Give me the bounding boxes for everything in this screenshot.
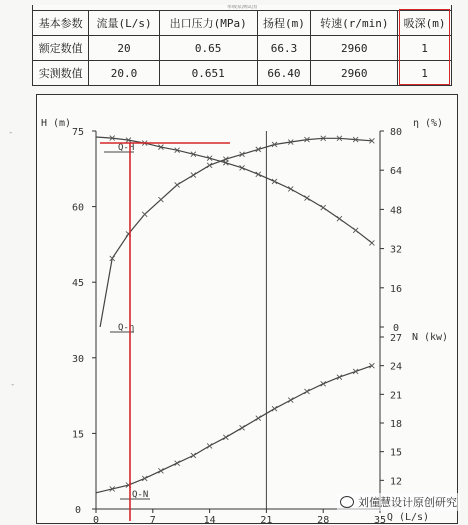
data-point [337, 375, 342, 380]
watermark [337, 493, 460, 511]
power-tick-label: 21 [389, 390, 403, 402]
cell-flow: 20 [89, 36, 159, 61]
header-head: 扬程(m) [257, 11, 311, 36]
x-tick-label: 0 [92, 515, 100, 525]
cell-pressure: 0.651 [159, 61, 257, 86]
data-point [142, 476, 147, 481]
scan-mark: - [8, 128, 14, 138]
cell-pressure: 0.65 [159, 36, 257, 61]
left-tick-label: 75 [71, 127, 85, 138]
data-point [158, 197, 163, 202]
x-tick-label: 35 [373, 515, 387, 525]
curve-q-eta [100, 138, 372, 327]
header-flow: 流量(L/s) [89, 11, 159, 36]
data-point [369, 363, 374, 368]
data-point [304, 389, 309, 394]
eta-tick-label: 16 [389, 283, 403, 295]
data-point [207, 163, 212, 168]
cell-head: 66.40 [257, 61, 311, 86]
power-tick-label: 27 [389, 333, 403, 344]
data-point [288, 186, 293, 191]
left-tick-label: 60 [71, 202, 85, 214]
power-axis-label: N (kw) [411, 332, 449, 343]
power-tick-label: 18 [389, 419, 403, 430]
annotation-q-h: Q-H [118, 143, 135, 153]
eta-tick-label: 80 [389, 127, 403, 138]
data-point [353, 228, 358, 233]
wechat-icon [340, 496, 354, 508]
data-point [191, 453, 196, 458]
x-tick-label: 21 [260, 515, 273, 525]
curve-q-n [96, 366, 372, 493]
table-top-label: 单级泵测试图 [33, 5, 452, 11]
data-point [321, 381, 326, 386]
data-point [142, 212, 147, 217]
x-tick-label: 28 [317, 515, 330, 525]
data-point [256, 172, 261, 177]
data-point [321, 205, 326, 210]
left-tick-label: 0 [74, 505, 82, 516]
row-label: 实测数值 [33, 61, 89, 86]
cell-speed: 2960 [311, 61, 398, 86]
eta-tick-label: 64 [389, 166, 403, 178]
data-point [175, 182, 180, 187]
watermark-text: 刘僮慧设计原创研究 [358, 496, 457, 509]
data-point [288, 398, 293, 403]
curve-q-h [96, 137, 372, 243]
x-tick-label: 7 [149, 515, 156, 525]
data-point [337, 216, 342, 221]
power-tick-label: 15 [389, 447, 403, 459]
data-point [272, 179, 277, 184]
data-point [223, 435, 228, 440]
eta-tick-label: 48 [389, 205, 403, 217]
data-point [304, 196, 309, 201]
cell-suction: 1 [398, 36, 452, 61]
data-point [256, 416, 261, 421]
row-label: 额定数值 [33, 36, 89, 61]
cell-suction: 1 [398, 61, 452, 86]
data-point [191, 173, 196, 178]
left-tick-label: 45 [71, 278, 85, 290]
data-point [175, 461, 180, 466]
eta-axis-label: η (%) [412, 118, 444, 129]
data-point [369, 240, 374, 245]
eta-tick-label: 0 [392, 323, 400, 334]
x-tick-label: 14 [203, 515, 216, 525]
left-tick-label: 15 [71, 429, 85, 441]
power-tick-label: 12 [389, 476, 403, 488]
x-axis-label: Q (L/s) [386, 512, 430, 523]
left-tick-label: 30 [71, 353, 85, 365]
annotation-q-n: Q-N [132, 490, 149, 500]
data-point [240, 425, 245, 430]
header-speed: 转速(r/min) [311, 11, 398, 36]
header-suction: 吸深(m) [398, 11, 452, 36]
scan-mark: - [10, 380, 16, 390]
data-point [272, 406, 277, 411]
cell-speed: 2960 [311, 36, 398, 61]
data-point [158, 468, 163, 473]
header-basic-params: 基本参数 [33, 11, 89, 36]
header-pressure: 出口压力(MPa) [159, 11, 257, 36]
annotation-q-eta: Q-η [118, 323, 135, 333]
cell-head: 66.3 [257, 36, 311, 61]
eta-tick-label: 32 [389, 244, 403, 256]
left-axis-label: H (m) [40, 118, 72, 129]
power-tick-label: 24 [389, 361, 403, 373]
data-point [207, 443, 212, 448]
cell-flow: 20.0 [89, 61, 159, 86]
